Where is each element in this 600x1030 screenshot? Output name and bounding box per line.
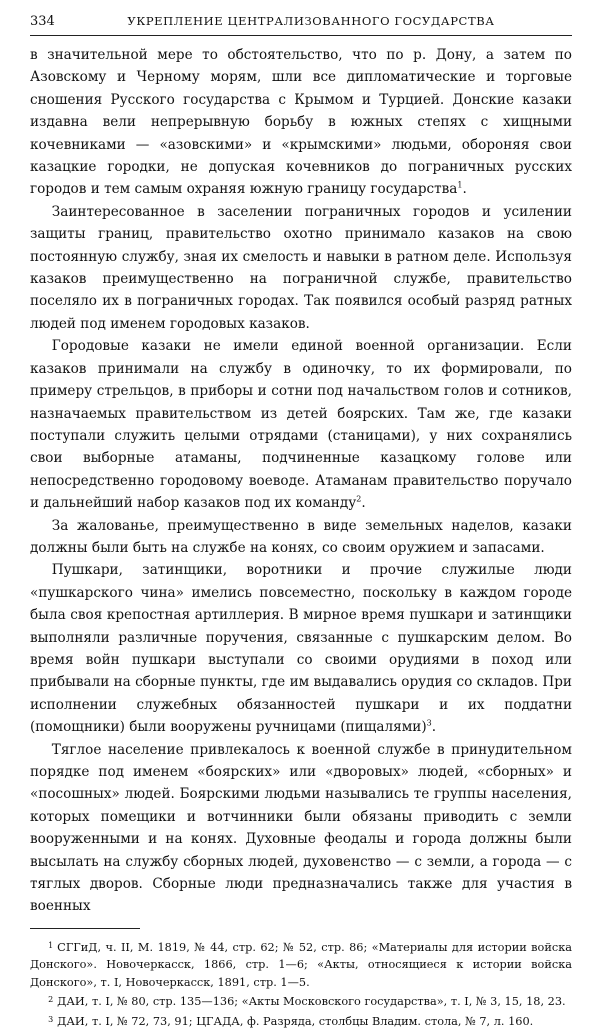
paragraph: Заинтересованное в заселении пограничных городов и усилении защиты границ, правительство охотно принимало казаков на свою постоянную службу, зная их смелость и навыки в ратном деле. Используя казаков преимущественно на пограничной службе, правительство поселяло их в пограничных городах. Так появился особый разряд ратных людей под именем городовых казаков. [30,203,572,332]
paragraph: Пушкари, затинщики, воротники и прочие служилые люди «пушкарского чина» имелись повсеместно, поскольку в каждом городе была своя крепостная артиллерия. В мирное время пушкари и затинщики выполняли различные поручения, связанные с пушкарским делом. Во время войн пушкари выступали со своими орудиями в поход или прибывали на сборные пункты, где им выдавались орудия со складов. При исполнении служебных обязанностей пушкари и их поддатни (помощники) были вооружены ручницами (пищалями)$^3$. [30,562,572,736]
footnote: $^2$ ДАИ, т. I, № 80, стр. 135—136; «Акты Московского государства», т. I, № 3, 15, 18, 23. [48,995,566,1009]
footnote: $^1$ СГГиД, ч. II, М. 1819, № 44, стр. 62; № 52, стр. 86; «Материалы для истории войска Донского». Новочеркасск, 1866, стр. 1—6; «Акты, относящиеся к истории войска Донского», т. I, Новочеркасск, 1891, стр. 1—5. [30,940,572,989]
body-text [30,44,572,918]
footnote-ref[interactable]: 2 [356,494,362,504]
page-number: 334 [30,14,55,29]
running-title: УКРЕПЛЕНИЕ ЦЕНТРАЛИЗОВАННОГО ГОСУДАРСТВА [127,14,495,28]
footnote-mark: 1 [48,940,54,950]
paragraph: Тяглое население привлекалось к военной службе в принудительном порядке под именем «боярских» или «дворовых» людей, «сборных» и «посошных» людей. Боярскими людьми назывались те группы населения, которых помещики и вотчинники были обязаны приводить с земли вооруженными и на конях. Духовные феодалы и города должны были высылать на службу сборных людей, духовенство — с земли, а города — с тяглых дворов. Сборные люди предназначались также для участия в военных [30,741,572,915]
footnote-ref[interactable]: 1 [457,180,463,190]
running-head [30,14,572,36]
paragraph: За жалованье, преимущественно в виде земельных наделов, казаки должны были быть на службе на конях, со своим оружием и запасами. [30,517,572,556]
footnotes [30,937,572,1030]
footnote-divider [30,928,140,929]
paragraph: Городовые казаки не имели единой военной организации. Если казаков принимали на службу в одиночку, то их формировали, по примеру стрельцов, в приборы и сотни под начальством голов и сотников, назначаемых правительством из детей боярских. Там же, где казаки поступали служить целыми отрядами (станицами), у них сохранялись свои выборные атаманы, подчиненные казацкому голове или непосредственно городовому воеводе. Атаманам правительство поручало и дальнейший набор казаков под их команду$^2$. [30,338,572,512]
footnote-mark: 3 [48,1014,54,1024]
footnote: $^3$ ДАИ, т. I, № 72, 73, 91; ЦГАДА, ф. Разряда, столбцы Владим. стола, № 7, л. 160. [48,1014,534,1028]
footnote-ref[interactable]: 3 [426,718,432,728]
footnote-mark: 2 [48,995,54,1005]
paragraph: в значительной мере то обстоятельство, что по р. Дону, а затем по Азовскому и Черному морям, шли все дипломатические и торговые сношения Русского государства с Крымом и Турцией. Донские казаки издавна вели непрерывную борьбу в южных степях с хищными кочевниками — «азовскими» и «крымскими» людьми, обороняя свои казацкие городки, не допуская кочевников до пограничных русских городов и тем самым охраняя южную границу государства$^1$. [30,47,572,198]
